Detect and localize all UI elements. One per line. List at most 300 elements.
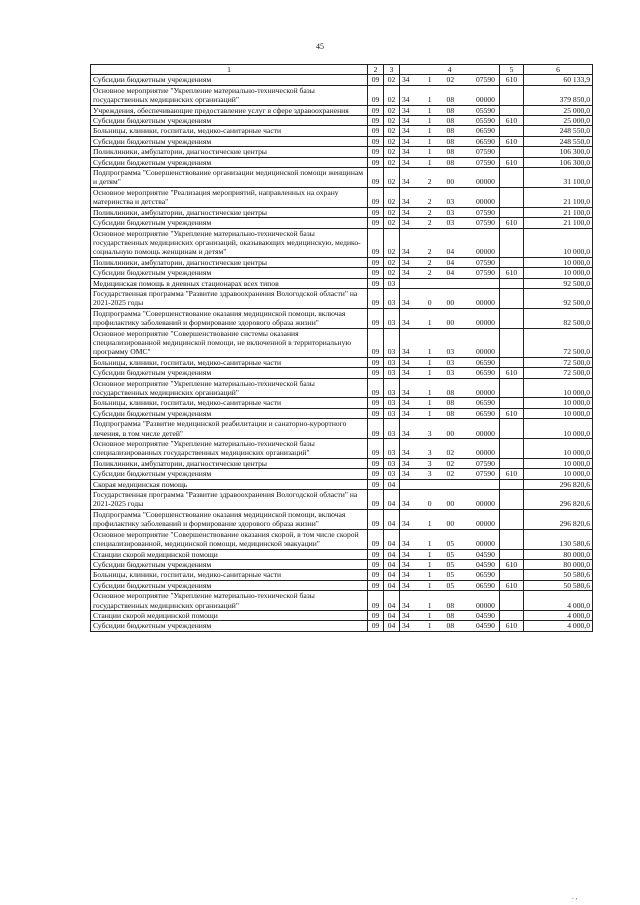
row-subsection: 04 [384, 591, 400, 611]
target-code-part: 34 [402, 368, 410, 378]
target-code-part: 08 [446, 600, 455, 610]
row-section: 09 [368, 157, 384, 167]
table-row [91, 398, 593, 408]
target-code-part: 07590 [475, 469, 495, 479]
target-code-part: 08 [446, 116, 455, 126]
row-section: 09 [368, 378, 384, 398]
row-target-code [400, 228, 500, 257]
row-section: 09 [368, 288, 384, 308]
header-cell-subsection: 3 [384, 65, 400, 75]
row-sum: 106 300,0 [524, 147, 593, 157]
table-row [91, 207, 593, 217]
row-target-code [400, 116, 500, 126]
target-code-parts [402, 570, 497, 579]
row-section: 09 [368, 218, 384, 228]
header-cell-section: 2 [368, 65, 384, 75]
target-code-part: 04590 [475, 610, 495, 620]
row-section: 09 [368, 116, 384, 126]
target-code-parts [402, 448, 497, 457]
row-name: Станции скорой медицинской помощи [91, 610, 368, 620]
target-code-part: 3 [427, 428, 432, 438]
target-code-part: 1 [427, 519, 432, 529]
row-name: Основное мероприятие "Укрепление материально-технической базы государственных медицинских организаций" [91, 591, 368, 611]
row-subsection: 03 [384, 357, 400, 367]
row-name: Станции скорой медицинской помощи [91, 549, 368, 559]
target-code-part: 2 [427, 207, 432, 217]
table-row [91, 479, 593, 489]
row-sum: 50 580,6 [524, 580, 593, 590]
row-sum: 10 000,0 [524, 458, 593, 468]
row-subsection: 03 [384, 378, 400, 398]
table-row [91, 268, 593, 278]
target-code-part: 03 [446, 368, 455, 378]
row-name: Основное мероприятие "Укрепление материально-технической базы государственных медицинских организаций" [91, 85, 368, 105]
target-code-part: 00 [446, 428, 455, 438]
target-code-part: 04590 [475, 559, 495, 569]
row-sum: 82 500,0 [524, 308, 593, 328]
target-code-part: 34 [402, 298, 410, 308]
row-subsection: 04 [384, 549, 400, 559]
row-name: Медицинская помощь в дневных стационарах всех типов [91, 278, 368, 288]
row-expense-type [500, 591, 524, 611]
target-code-part: 2 [427, 197, 432, 207]
row-target-code [400, 479, 500, 489]
row-target-code [400, 439, 500, 459]
row-subsection: 02 [384, 168, 400, 188]
table-row [91, 357, 593, 367]
row-expense-type: 610 [500, 116, 524, 126]
row-sum: 10 000,0 [524, 228, 593, 257]
row-expense-type: 610 [500, 136, 524, 146]
row-target-code [400, 408, 500, 418]
row-expense-type [500, 509, 524, 529]
target-code-part: 00 [446, 298, 455, 308]
row-section: 09 [368, 529, 384, 549]
table-row [91, 610, 593, 620]
row-target-code [400, 368, 500, 378]
row-sum: 31 100,0 [524, 168, 593, 188]
row-target-code [400, 207, 500, 217]
row-target-code [400, 549, 500, 559]
row-subsection: 04 [384, 580, 400, 590]
target-code-part: 34 [402, 469, 410, 479]
target-code-part: 06590 [475, 126, 495, 136]
row-section: 09 [368, 398, 384, 408]
row-section: 09 [368, 419, 384, 439]
row-subsection: 02 [384, 187, 400, 207]
row-expense-type: 610 [500, 218, 524, 228]
target-code-parts [402, 611, 497, 620]
table-row [91, 368, 593, 378]
row-name: Субсидии бюджетным учреждениям [91, 469, 368, 479]
row-expense-type [500, 529, 524, 549]
target-code-part: 05590 [475, 105, 495, 115]
target-code-part: 00000 [475, 298, 495, 308]
row-name: Учреждения, обеспечивающие предоставление услуг в сфере здравоохранения [91, 105, 368, 115]
target-code-part: 07590 [475, 257, 495, 267]
target-code-part: 34 [402, 539, 410, 549]
row-section: 09 [368, 580, 384, 590]
row-subsection: 04 [384, 529, 400, 549]
target-code-part: 34 [402, 75, 410, 85]
row-subsection: 02 [384, 147, 400, 157]
table-row [91, 469, 593, 479]
target-code-part: 0 [427, 298, 432, 308]
target-code-part: 03 [446, 357, 455, 367]
row-expense-type: 610 [500, 621, 524, 631]
row-subsection: 03 [384, 278, 400, 288]
table-header-row [91, 65, 593, 75]
row-subsection: 02 [384, 85, 400, 105]
row-expense-type [500, 105, 524, 115]
row-name: Поликлиники, амбулатории, диагностические центры [91, 458, 368, 468]
row-target-code [400, 398, 500, 408]
target-code-part: 1 [427, 126, 432, 136]
table-row [91, 509, 593, 529]
target-code-part: 1 [427, 539, 432, 549]
row-section: 09 [368, 490, 384, 510]
table-row [91, 591, 593, 611]
row-target-code [400, 136, 500, 146]
target-code-part: 1 [427, 136, 432, 146]
table-row [91, 408, 593, 418]
row-sum: 25 000,0 [524, 105, 593, 115]
target-code-parts [402, 539, 497, 548]
row-subsection: 02 [384, 126, 400, 136]
target-code-part: 34 [402, 218, 410, 228]
target-code-part: 08 [446, 621, 455, 631]
row-expense-type [500, 85, 524, 105]
row-name: Субсидии бюджетным учреждениям [91, 157, 368, 167]
target-code-part: 07590 [475, 75, 495, 85]
target-code-part: 34 [402, 247, 410, 257]
target-code-parts [402, 268, 497, 277]
target-code-part: 00000 [475, 177, 495, 187]
row-sum: 10 000,0 [524, 408, 593, 418]
row-name: Основное мероприятие "Совершенствование системы оказания специализированной медицинской помощи, не включенной в территориальную программу ОМС" [91, 328, 368, 357]
target-code-part: 00 [446, 177, 455, 187]
row-sum: 25 000,0 [524, 116, 593, 126]
table-row [91, 278, 593, 288]
row-target-code [400, 168, 500, 188]
target-code-part: 34 [402, 116, 410, 126]
target-code-part: 00000 [475, 539, 495, 549]
row-expense-type: 610 [500, 580, 524, 590]
target-code-parts [402, 368, 497, 377]
row-section: 09 [368, 469, 384, 479]
target-code-part: 00000 [475, 95, 495, 105]
row-name: Основное мероприятие "Укрепление материально-технической базы государственных медицинских организаций" [91, 378, 368, 398]
row-target-code [400, 570, 500, 580]
row-section: 09 [368, 408, 384, 418]
table-row [91, 308, 593, 328]
row-expense-type: 610 [500, 408, 524, 418]
target-code-part: 1 [427, 318, 432, 328]
row-section: 09 [368, 591, 384, 611]
target-code-part: 1 [427, 398, 432, 408]
target-code-part: 08 [446, 95, 455, 105]
target-code-part: 0 [427, 499, 432, 509]
table-row [91, 257, 593, 267]
target-code-part: 2 [427, 218, 432, 228]
target-code-part: 1 [427, 621, 432, 631]
table-row [91, 570, 593, 580]
table-row [91, 116, 593, 126]
table-row [91, 147, 593, 157]
target-code-part: 2 [427, 257, 432, 267]
target-code-part: 34 [402, 105, 410, 115]
row-expense-type [500, 147, 524, 157]
target-code-parts [402, 318, 497, 327]
target-code-part: 02 [446, 75, 455, 85]
row-target-code [400, 157, 500, 167]
row-subsection: 03 [384, 458, 400, 468]
table-row [91, 549, 593, 559]
row-section: 09 [368, 509, 384, 529]
target-code-parts [402, 95, 497, 104]
header-cell-expense-type: 5 [500, 65, 524, 75]
target-code-part: 06590 [475, 408, 495, 418]
target-code-part: 00000 [475, 519, 495, 529]
row-sum: 10 000,0 [524, 469, 593, 479]
target-code-part: 04 [446, 268, 455, 278]
row-section: 09 [368, 479, 384, 489]
target-code-parts [402, 469, 497, 478]
row-sum: 10 000,0 [524, 378, 593, 398]
row-name: Скорая медицинская помощь [91, 479, 368, 489]
row-sum: 21 100,0 [524, 207, 593, 217]
row-expense-type: 610 [500, 559, 524, 569]
target-code-part: 1 [427, 580, 432, 590]
target-code-part: 00000 [475, 388, 495, 397]
row-subsection: 03 [384, 408, 400, 418]
target-code-part: 34 [402, 559, 410, 569]
target-code-part: 1 [427, 600, 432, 610]
target-code-part: 08 [446, 147, 455, 157]
row-target-code [400, 610, 500, 620]
row-target-code [400, 621, 500, 631]
row-name: Подпрограмма "Совершенствование оказания медицинской помощи, включая профилактику заболеваний и формирование здорового образа жизни" [91, 509, 368, 529]
target-code-parts [402, 177, 497, 186]
target-code-part: 34 [402, 458, 410, 468]
row-subsection: 03 [384, 288, 400, 308]
target-code-part: 34 [402, 207, 410, 217]
table-row [91, 419, 593, 439]
target-code-part: 00 [446, 318, 455, 328]
row-expense-type: 610 [500, 368, 524, 378]
table-row [91, 85, 593, 105]
budget-table [90, 64, 593, 632]
target-code-part: 34 [402, 600, 410, 610]
target-code-part: 07590 [475, 218, 495, 228]
row-sum: 60 133,9 [524, 75, 593, 85]
target-code-part: 04590 [475, 621, 495, 631]
target-code-part: 2 [427, 247, 432, 257]
row-sum: 10 000,0 [524, 419, 593, 439]
target-code-part: 3 [427, 448, 432, 458]
row-expense-type [500, 187, 524, 207]
target-code-part: 00000 [475, 318, 495, 328]
row-name: Больницы, клиники, госпитали, медико-санитарные части [91, 357, 368, 367]
row-expense-type [500, 308, 524, 328]
target-code-part: 03 [446, 207, 455, 217]
target-code-parts [402, 147, 497, 156]
target-code-part: 00 [446, 499, 455, 509]
target-code-part: 08 [446, 610, 455, 620]
row-sum: 10 000,0 [524, 398, 593, 408]
row-expense-type [500, 610, 524, 620]
target-code-part: 00000 [475, 428, 495, 438]
row-name: Субсидии бюджетным учреждениям [91, 218, 368, 228]
row-sum: 296 820,6 [524, 479, 593, 489]
row-section: 09 [368, 570, 384, 580]
target-code-part: 34 [402, 570, 410, 580]
row-target-code [400, 288, 500, 308]
target-code-part: 08 [446, 388, 455, 397]
row-subsection: 02 [384, 75, 400, 85]
row-sum: 106 300,0 [524, 157, 593, 167]
table-row [91, 75, 593, 85]
target-code-part: 34 [402, 499, 410, 509]
header-cell-sum: 6 [524, 65, 593, 75]
table-row [91, 439, 593, 459]
target-code-part: 05 [446, 549, 455, 559]
row-name: Основное мероприятие "Совершенствование оказания скорой, в том числе скорой специализированной, медицинской помощи, медицинской эвакуации" [91, 529, 368, 549]
row-sum: 10 000,0 [524, 257, 593, 267]
target-code-part: 1 [427, 388, 432, 397]
row-section: 09 [368, 278, 384, 288]
target-code-part: 34 [402, 357, 410, 367]
row-section: 09 [368, 105, 384, 115]
row-section: 09 [368, 147, 384, 157]
target-code-part: 34 [402, 177, 410, 187]
row-name: Поликлиники, амбулатории, диагностические центры [91, 257, 368, 267]
row-expense-type [500, 278, 524, 288]
target-code-part: 00000 [475, 499, 495, 509]
target-code-part: 06590 [475, 398, 495, 408]
target-code-part: 34 [402, 268, 410, 278]
row-subsection: 03 [384, 419, 400, 439]
table-row [91, 458, 593, 468]
target-code-part: 02 [446, 469, 455, 479]
row-target-code [400, 357, 500, 367]
row-expense-type: 610 [500, 75, 524, 85]
row-expense-type [500, 328, 524, 357]
row-name: Подпрограмма "Совершенствование организации медицинской помощи женщинам и детям" [91, 168, 368, 188]
target-code-part: 34 [402, 257, 410, 267]
row-expense-type: 610 [500, 157, 524, 167]
target-code-part: 04 [446, 247, 455, 257]
target-code-part: 00000 [475, 347, 495, 357]
target-code-part: 03 [446, 218, 455, 228]
row-section: 09 [368, 257, 384, 267]
target-code-part: 1 [427, 105, 432, 115]
target-code-part: 34 [402, 610, 410, 620]
row-name: Субсидии бюджетным учреждениям [91, 408, 368, 418]
table-row [91, 126, 593, 136]
row-expense-type [500, 378, 524, 398]
row-expense-type: 610 [500, 268, 524, 278]
target-code-part: 05 [446, 559, 455, 569]
target-code-part: 3 [427, 469, 432, 479]
target-code-part: 34 [402, 549, 410, 559]
table-row [91, 328, 593, 357]
row-expense-type [500, 490, 524, 510]
row-subsection: 02 [384, 105, 400, 115]
row-sum: 72 500,0 [524, 328, 593, 357]
row-sum: 21 100,0 [524, 187, 593, 207]
target-code-part: 07590 [475, 157, 495, 167]
row-expense-type [500, 458, 524, 468]
target-code-part: 2 [427, 177, 432, 187]
row-name: Субсидии бюджетным учреждениям [91, 116, 368, 126]
row-sum: 92 500,0 [524, 278, 593, 288]
target-code-part: 00000 [475, 197, 495, 207]
row-sum: 50 580,6 [524, 570, 593, 580]
target-code-part: 1 [427, 559, 432, 569]
row-sum: 80 000,0 [524, 549, 593, 559]
target-code-part: 08 [446, 398, 455, 408]
row-name: Подпрограмма "Развитие медицинской реабилитации и санаторно-курортного лечения, в том числе детей" [91, 419, 368, 439]
target-code-part: 1 [427, 157, 432, 167]
table-row [91, 187, 593, 207]
row-subsection: 03 [384, 398, 400, 408]
target-code-part: 1 [427, 357, 432, 367]
target-code-parts [402, 560, 497, 569]
row-subsection: 04 [384, 621, 400, 631]
target-code-part: 02 [446, 458, 455, 468]
row-expense-type [500, 257, 524, 267]
table-row [91, 288, 593, 308]
target-code-part: 06590 [475, 580, 495, 590]
target-code-parts [402, 581, 497, 590]
table-row [91, 559, 593, 569]
row-subsection: 03 [384, 328, 400, 357]
target-code-part: 00 [446, 519, 455, 529]
row-target-code [400, 559, 500, 569]
row-subsection: 03 [384, 469, 400, 479]
row-target-code [400, 378, 500, 398]
target-code-parts [402, 158, 497, 167]
target-code-part: 1 [427, 368, 432, 378]
row-subsection: 04 [384, 570, 400, 580]
row-subsection: 02 [384, 268, 400, 278]
target-code-part: 00000 [475, 600, 495, 610]
target-code-part: 03 [446, 347, 455, 357]
target-code-parts [402, 137, 497, 146]
row-subsection: 03 [384, 368, 400, 378]
target-code-part: 34 [402, 147, 410, 157]
target-code-parts [402, 218, 497, 227]
row-subsection: 04 [384, 509, 400, 529]
target-code-part: 34 [402, 136, 410, 146]
row-section: 09 [368, 168, 384, 188]
target-code-parts [402, 106, 497, 115]
row-subsection: 02 [384, 136, 400, 146]
target-code-parts [402, 208, 497, 217]
row-name: Больницы, клиники, госпитали, медико-санитарные части [91, 570, 368, 580]
target-code-part: 05 [446, 539, 455, 549]
row-target-code [400, 308, 500, 328]
row-name: Субсидии бюджетным учреждениям [91, 368, 368, 378]
row-target-code [400, 509, 500, 529]
target-code-parts [402, 601, 497, 610]
row-sum: 248 550,0 [524, 136, 593, 146]
target-code-part: 07590 [475, 268, 495, 278]
table-row [91, 157, 593, 167]
row-name: Основное мероприятие "Реализация мероприятий, направленных на охрану материнства и детства" [91, 187, 368, 207]
target-code-part: 08 [446, 136, 455, 146]
